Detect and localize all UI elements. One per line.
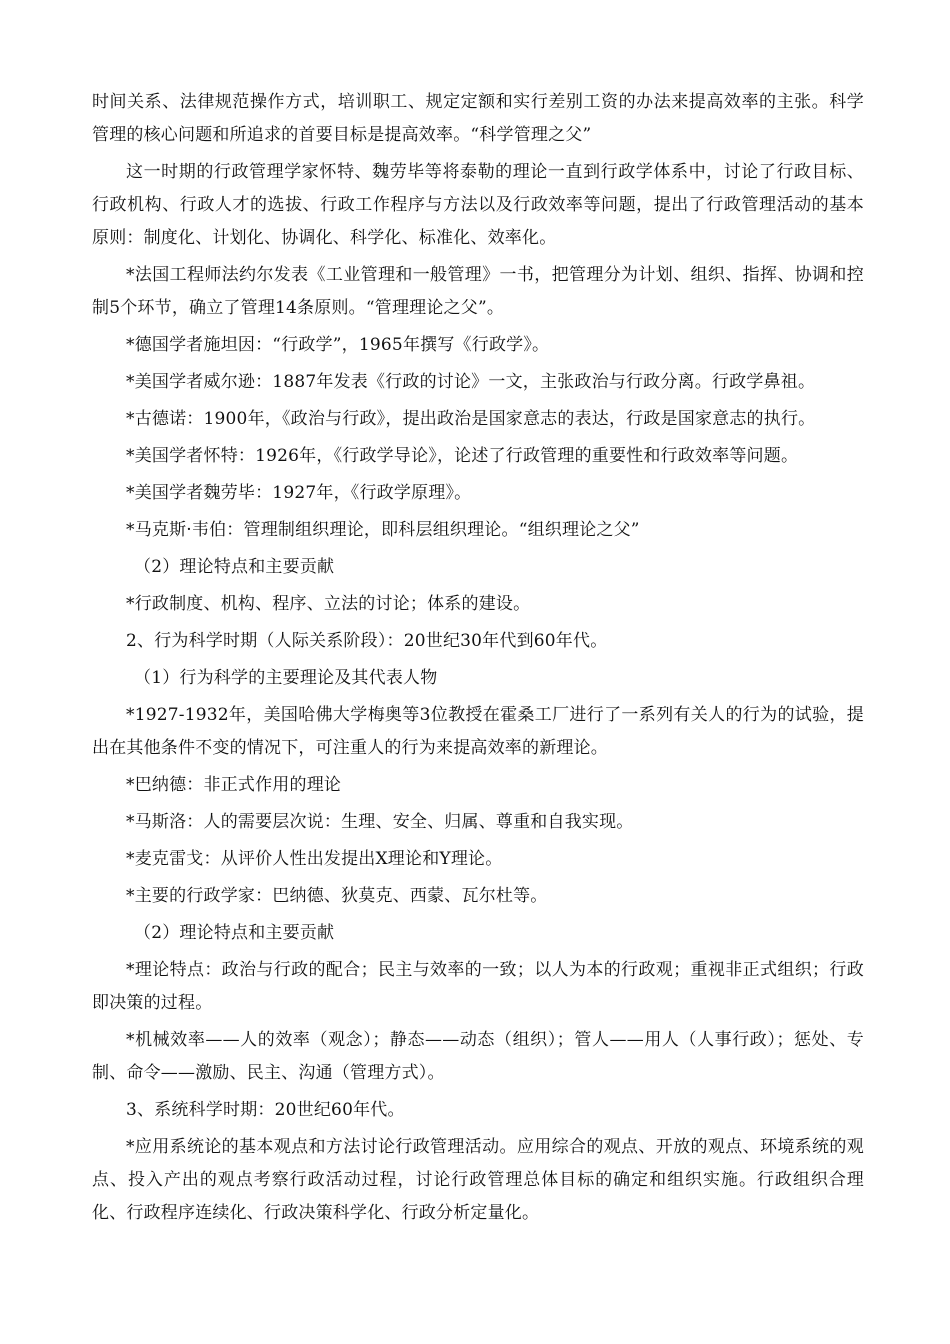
paragraph-18: *主要的行政学家：巴纳德、狄莫克、西蒙、瓦尔杜等。 <box>126 886 548 906</box>
paragraph-4: *德国学者施坦因：“行政学”，1965年撰写《行政学》。 <box>126 335 550 355</box>
document-page <box>92 86 864 1234</box>
paragraph-16: *马斯洛：人的需要层次说：生理、安全、归属、尊重和自我实现。 <box>126 812 634 832</box>
paragraph-21: *机械效率——人的效率（观念）；静态——动态（组织）；管人——用人（人事行政）；惩处、专制、命令——激励、民主、沟通（管理方式）。 <box>92 1030 864 1083</box>
section-heading-behavioral-science: 2、行为科学时期（人际关系阶段）：20世纪30年代到60年代。 <box>126 631 608 651</box>
section-heading-systems-science: 3、系统科学时期：20世纪60年代。 <box>126 1100 405 1120</box>
paragraph-17: *麦克雷戈：从评价人性出发提出X理论和Y理论。 <box>126 849 503 869</box>
paragraph-3: *法国工程师法约尔发表《工业管理和一般管理》一书，把管理分为计划、组织、指挥、协调和控制5个环节，确立了管理14条原则。“管理理论之父”。 <box>92 265 864 318</box>
subheading-theory-features-1: （2）理论特点和主要贡献 <box>134 557 335 577</box>
paragraph-7: *美国学者怀特：1926年，《行政学导论》，论述了行政管理的重要性和行政效率等问题。 <box>126 446 799 466</box>
paragraph-8: *美国学者魏劳毕：1927年，《行政学原理》。 <box>126 483 472 503</box>
paragraph-5: *美国学者威尔逊：1887年发表《行政的讨论》一文，主张政治与行政分离。行政学鼻祖。 <box>126 372 816 392</box>
paragraph-20: *理论特点：政治与行政的配合；民主与效率的一致；以人为本的行政观；重视非正式组织；行政即决策的过程。 <box>92 960 864 1013</box>
paragraph-1: 时间关系、法律规范操作方式，培训职工、规定定额和实行差别工资的办法来提高效率的主张。科学管理的核心问题和所追求的首要目标是提高效率。“科学管理之父” <box>92 92 864 145</box>
paragraph-9: *马克斯·韦伯：管理制组织理论，即科层组织理论。“组织理论之父” <box>126 520 640 540</box>
paragraph-6: *古德诺：1900年，《政治与行政》，提出政治是国家意志的表达，行政是国家意志的执行。 <box>126 409 816 429</box>
paragraph-23: *应用系统论的基本观点和方法讨论行政管理活动。应用综合的观点、开放的观点、环境系统的观点、投入产出的观点考察行政活动过程，讨论行政管理总体目标的确定和组织实施。行政组织合理化、行政程序连续化、行政决策科学化、行政分析定量化。 <box>92 1137 864 1223</box>
paragraph-2: 这一时期的行政管理学家怀特、魏劳毕等将泰勒的理论一直到行政学体系中，讨论了行政目标、行政机构、行政人才的选拔、行政工作程序与方法以及行政效率等问题，提出了行政管理活动的基本原则：制度化、计划化、协调化、科学化、标准化、效率化。 <box>92 162 864 248</box>
paragraph-14: *1927-1932年，美国哈佛大学梅奥等3位教授在霍桑工厂进行了一系列有关人的行为的试验，提出在其他条件不变的情况下，可注重人的行为来提高效率的新理论。 <box>92 705 864 758</box>
paragraph-15: *巴纳德：非正式作用的理论 <box>126 775 342 795</box>
paragraph-11: *行政制度、机构、程序、立法的讨论；体系的建设。 <box>126 594 531 614</box>
subheading-main-theories: （1）行为科学的主要理论及其代表人物 <box>134 668 438 688</box>
subheading-theory-features-2: （2）理论特点和主要贡献 <box>134 923 335 943</box>
